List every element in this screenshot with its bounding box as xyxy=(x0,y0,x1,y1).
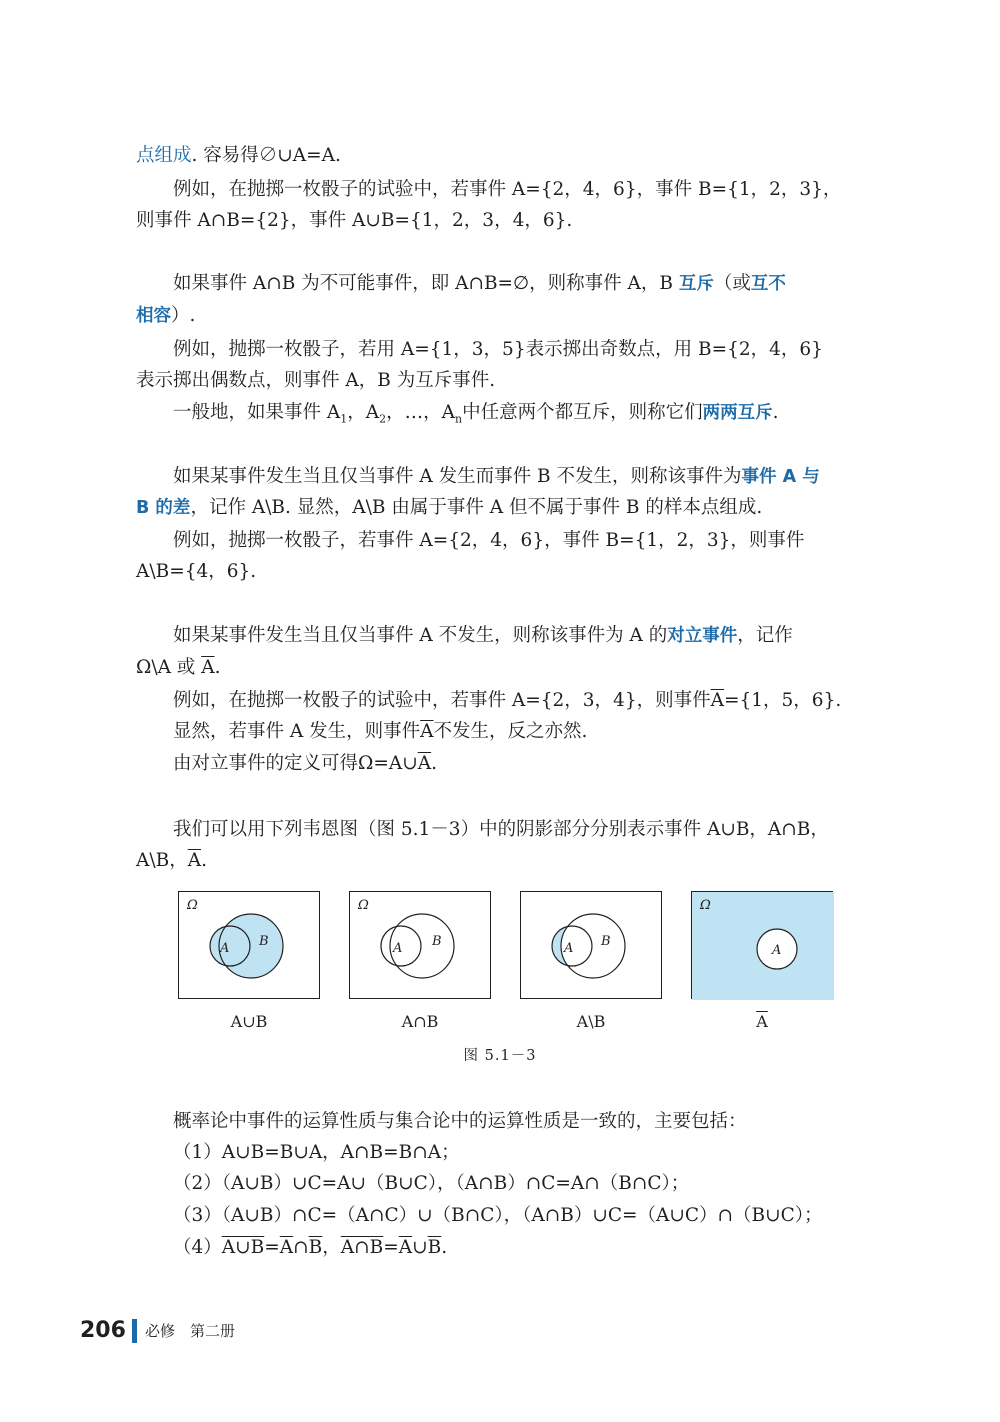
text-line xyxy=(136,302,195,330)
property-3: （3）（A∪B）∩C=（A∩C）∪（B∩C），（A∩B）∪C=（A∪C）∩（B∪C）； xyxy=(173,1205,823,1226)
text-span: ∩ xyxy=(293,1237,309,1258)
overline-expr: $\overline{B}$ xyxy=(427,1237,442,1258)
omega-label: Ω xyxy=(358,898,369,913)
text-span: ，…，A xyxy=(386,402,455,423)
text-span: . xyxy=(201,850,207,871)
text-line xyxy=(136,654,220,682)
complement-a: $\overline{A}$ xyxy=(710,690,724,711)
subscript: n xyxy=(455,412,463,426)
text-line xyxy=(136,494,762,522)
page-footer xyxy=(80,1318,235,1343)
text-line xyxy=(136,847,207,875)
text-line xyxy=(173,750,437,778)
text-line: 例如，抛掷一枚骰子，若事件 A={2，4，6}，事件 B={1，2，3}，则事件 xyxy=(173,530,805,551)
term-difference-cont: B 的差 xyxy=(136,498,191,518)
venn-union-svg xyxy=(179,892,321,1000)
text-span: A\B， xyxy=(136,850,188,871)
text-span: 不发生，反之亦然. xyxy=(433,721,588,742)
term-incompatible-cont: 相容 xyxy=(136,306,171,326)
text-span: 例如，在抛掷一枚骰子的试验中，若事件 A={2，3，4}，则事件 xyxy=(173,690,711,711)
text-span: . xyxy=(214,657,221,678)
label-a: A xyxy=(393,941,403,956)
overline-expr: $\overline{A}$ xyxy=(398,1237,413,1258)
property-1: （1）A∪B=B∪A，A∩B=B∩A； xyxy=(173,1142,460,1163)
term-difference: 事件 A 与 xyxy=(741,467,820,487)
text-span: 显然，若事件 A 发生，则事件 xyxy=(173,721,421,742)
text-span: （4） xyxy=(173,1237,222,1258)
venn-complement-svg xyxy=(692,892,834,1000)
label-b: B xyxy=(259,934,269,949)
text-span: ）. xyxy=(171,305,196,326)
complement-a: $\overline{A}$ xyxy=(756,1012,768,1031)
book-title: 必修 第二册 xyxy=(144,1322,235,1340)
text-span: 由对立事件的定义可得Ω=A∪ xyxy=(173,753,418,774)
text-span: ，记作 A\B. 显然，A\B 由属于事件 A 但不属于事件 B 的样本点组成. xyxy=(190,497,763,518)
text-line: 则事件 A∩B={2}，事件 A∪B={1，2，3，4，6}. xyxy=(136,210,573,231)
omega-label: Ω xyxy=(187,898,198,913)
caption-union: A∪B xyxy=(230,1012,268,1031)
label-b: B xyxy=(432,934,442,949)
complement-a: $\overline{A}$ xyxy=(187,850,202,871)
text-span: = xyxy=(383,1237,399,1258)
text-span: . xyxy=(772,402,779,423)
caption-intersection: A∩B xyxy=(401,1012,439,1031)
overline-expr: $\overline{A}$ xyxy=(279,1237,294,1258)
text-span: Ω\A 或 xyxy=(136,657,202,678)
term-complementary-event: 对立事件 xyxy=(667,626,738,646)
venn-difference-svg xyxy=(521,892,663,1000)
text-line: 概率论中事件的运算性质与集合论中的运算性质是一致的，主要包括： xyxy=(173,1111,747,1132)
term-incompatible: 互不 xyxy=(750,274,786,294)
text-line: A\B={4，6}. xyxy=(136,561,257,582)
label-a: A xyxy=(564,941,574,956)
text-span: . xyxy=(441,1237,448,1258)
venn-union xyxy=(178,891,320,999)
caption-complement xyxy=(691,1012,833,1031)
label-a: A xyxy=(220,941,230,956)
text-line: 表示掷出偶数点，则事件 A，B 为互斥事件. xyxy=(136,370,496,391)
venn-intersection-svg xyxy=(350,892,492,1000)
overline-expr: A∪B xyxy=(221,1237,265,1258)
text-span: 一般地，如果事件 A xyxy=(173,402,341,423)
complement-a: $\overline{A}$ xyxy=(417,753,432,774)
page-number: 206 xyxy=(80,1318,126,1343)
venn-difference xyxy=(520,891,662,999)
text-span: ，A xyxy=(347,402,380,423)
omega-label: Ω xyxy=(700,898,711,913)
subscript: 1 xyxy=(340,412,348,426)
text-span: ∪ xyxy=(412,1237,428,1258)
text-line xyxy=(136,142,341,170)
overline-expr: $\overline{B}$ xyxy=(308,1237,323,1258)
text-span: ，记作 xyxy=(737,625,793,646)
text-span: 如果某事件发生当且仅当事件 A 不发生，则称该事件为 A 的 xyxy=(173,625,668,646)
text-line: 例如，在抛掷一枚骰子的试验中，若事件 A={2，4，6}，事件 B={1，2，3}， xyxy=(173,179,842,200)
text-line xyxy=(173,399,779,434)
text-line: 例如，抛掷一枚骰子，若用 A={1，3，5}表示掷出奇数点，用 B={2，4，6} xyxy=(173,339,823,360)
text-span: . xyxy=(431,753,437,774)
venn-intersection xyxy=(349,891,491,999)
text-line xyxy=(173,270,786,298)
term-mutually-exclusive: 互斥 xyxy=(678,274,714,294)
text-span: 如果某事件发生当且仅当事件 A 发生而事件 B 不发生，则称该事件为 xyxy=(173,466,742,487)
text-line xyxy=(173,622,793,650)
venn-complement xyxy=(691,891,833,999)
footer-divider xyxy=(132,1319,137,1343)
term-pairwise-exclusive: 两两互斥 xyxy=(702,403,773,423)
text-span: ， xyxy=(322,1237,341,1258)
text-span: （或 xyxy=(713,273,751,294)
label-a: A xyxy=(772,943,782,958)
subscript: 2 xyxy=(379,412,387,426)
complement-a: $\overline{A}$ xyxy=(201,657,215,678)
property-2: （2）（A∪B）∪C=A∪（B∪C），（A∩B）∩C=A∩（B∩C）； xyxy=(173,1173,690,1194)
caption-difference: A\B xyxy=(576,1012,606,1031)
text-span: . 容易得∅∪A=A. xyxy=(191,145,341,166)
property-4 xyxy=(173,1234,447,1262)
text-line xyxy=(173,718,587,746)
text-span: ={1，5，6}. xyxy=(723,690,842,711)
text-line xyxy=(173,687,841,715)
label-b: B xyxy=(601,934,611,949)
text-span: 如果事件 A∩B 为不可能事件，即 A∩B=∅，则称事件 A，B xyxy=(173,273,679,294)
text-span: 中任意两个都互斥，则称它们 xyxy=(462,402,703,423)
text-line: 我们可以用下列韦恩图（图 5.1－3）中的阴影部分分别表示事件 A∪B，A∩B， xyxy=(173,819,829,840)
term-continued: 点组成 xyxy=(136,145,192,166)
text-line xyxy=(173,463,820,491)
text-span: = xyxy=(264,1237,280,1258)
overline-expr: A∩B xyxy=(340,1237,384,1258)
complement-a: $\overline{A}$ xyxy=(420,721,434,742)
figure-title: 图 5.1－3 xyxy=(463,1048,537,1064)
